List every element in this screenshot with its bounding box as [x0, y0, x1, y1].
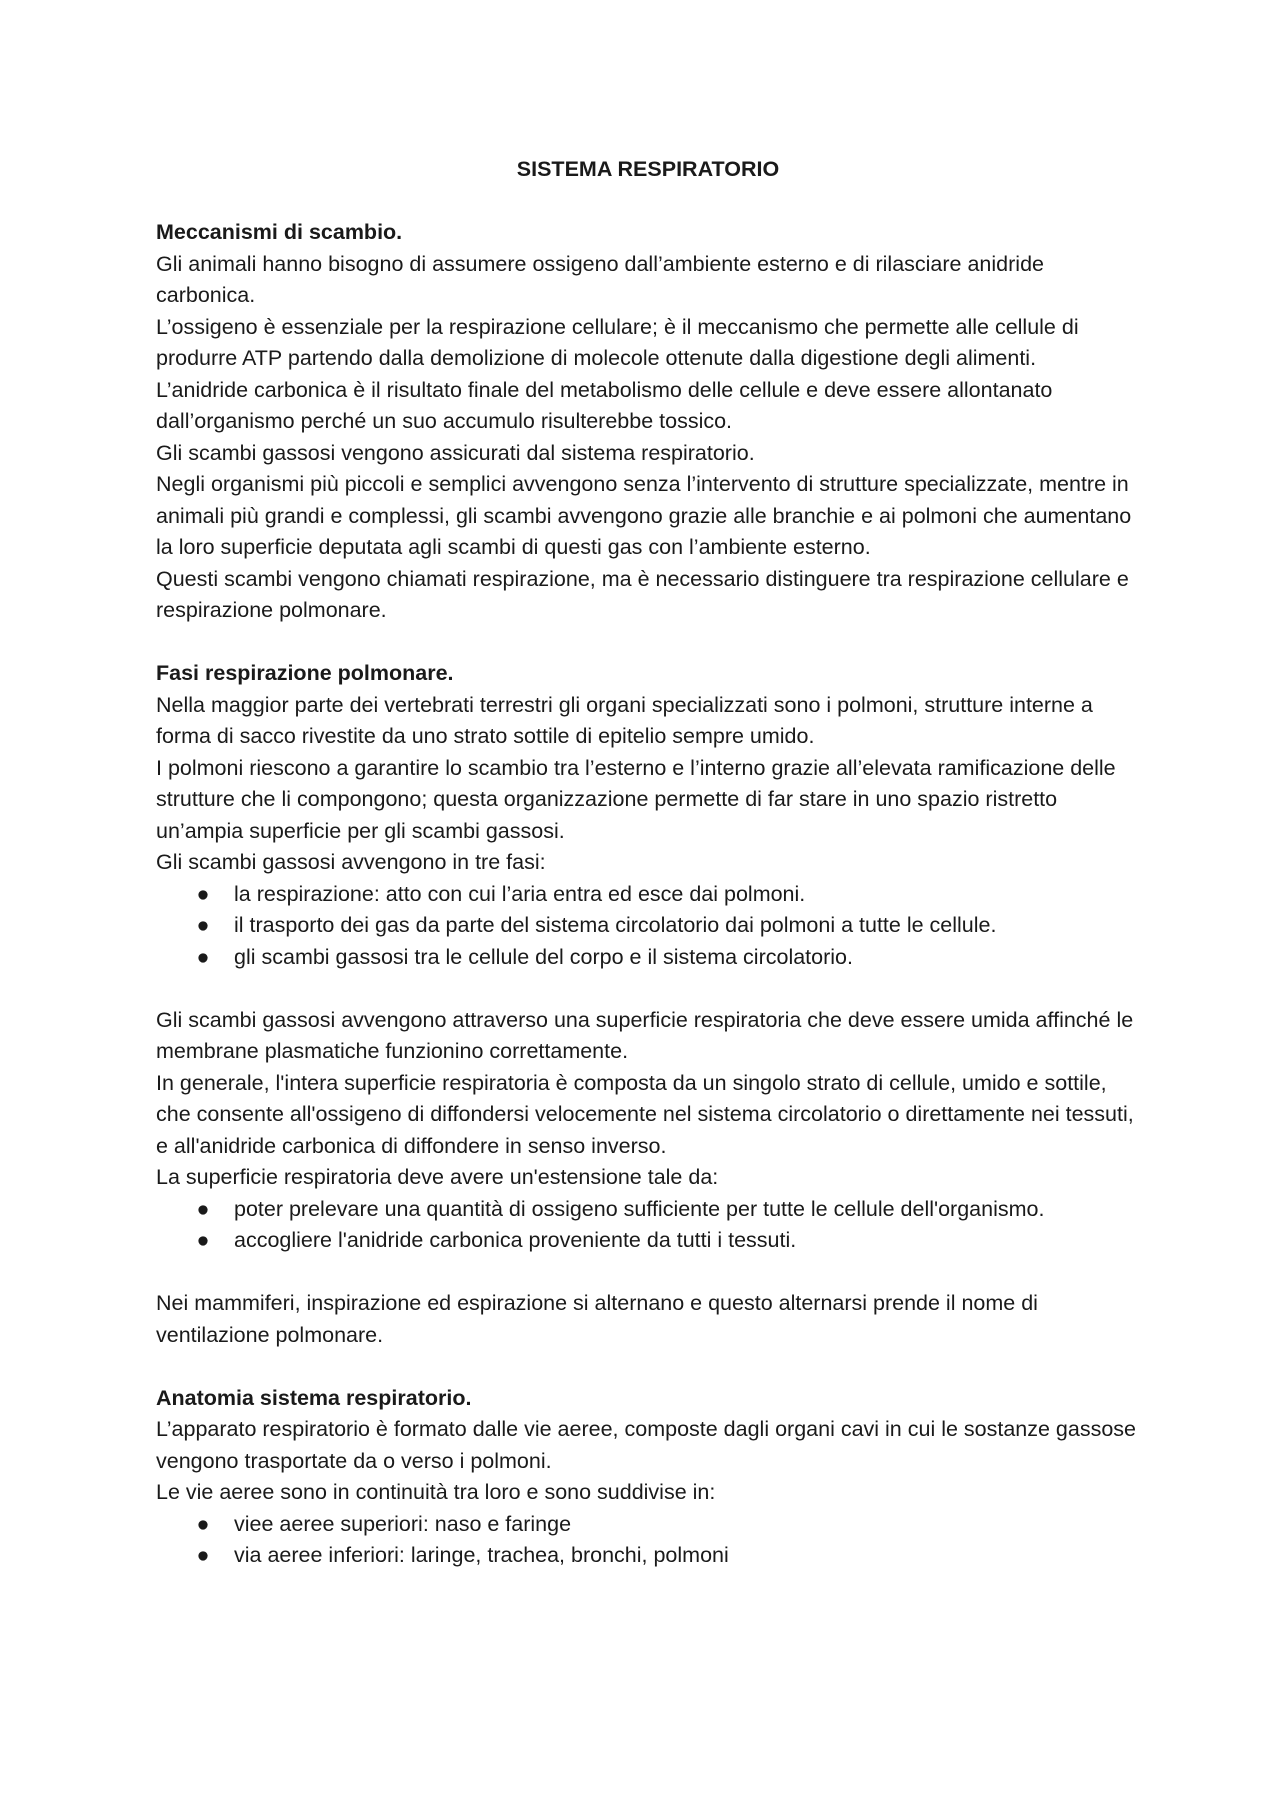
section-meccanismi-di-scambio [156, 217, 1140, 627]
paragraph: Gli scambi gassosi avvengono attraverso una superficie respiratoria che deve essere umida affinché le membrane plasmatiche funzionino correttamente. [156, 1007, 1134, 1063]
list-item-text: la respirazione: atto con cui l’aria entra ed esce dai polmoni. [234, 881, 806, 906]
paragraph: Questi scambi vengono chiamati respirazione, ma è necessario distinguere tra respirazione cellulare e respirazione polmonare. [156, 566, 1129, 622]
bullet-icon: ● [196, 1228, 210, 1252]
page-title: SISTEMA RESPIRATORIO [516, 157, 780, 181]
bullet-icon: ● [196, 913, 210, 937]
section-fasi-respirazione-polmonare [156, 658, 1140, 1351]
bullet-icon: ● [196, 1511, 210, 1536]
bullet-list-vie-aeree [156, 1509, 1140, 1572]
section-heading: Meccanismi di scambio. [156, 220, 403, 244]
paragraph: La superficie respiratoria deve avere un'estensione tale da: [156, 1165, 719, 1189]
list-item-text: gli scambi gassosi tra le cellule del corpo e il sistema circolatorio. [234, 944, 853, 969]
paragraph: L’anidride carbonica è il risultato finale del metabolismo delle cellule e deve essere allontanato dall’organismo perché un suo accumulo risulterebbe tossico. [156, 377, 1053, 433]
paragraph: In generale, l'intera superficie respiratoria è composta da un singolo strato di cellule, umido e sottile, che consente all'ossigeno di diffondersi velocemente nel sistema circolatorio o direttamente nei tessuti, e all'anidride carbonica di diffondere in senso inverso. [156, 1070, 1134, 1158]
paragraph: Gli scambi gassosi avvengono in tre fasi: [156, 850, 546, 874]
list-item [156, 1194, 1140, 1226]
list-item [156, 942, 1140, 974]
paragraph: Nella maggior parte dei vertebrati terrestri gli organi specializzati sono i polmoni, strutture interne a forma di sacco rivestite da uno strato sottile di epitelio sempre umido. [156, 692, 1093, 748]
bullet-icon: ● [196, 944, 210, 969]
list-item-text: accogliere l'anidride carbonica proveniente da tutti i tessuti. [234, 1228, 797, 1252]
bullet-icon: ● [196, 881, 210, 906]
list-item [156, 1509, 1140, 1541]
list-item-text: il trasporto dei gas da parte del sistema circolatorio dai polmoni a tutte le cellule. [234, 913, 997, 937]
list-item-text: poter prelevare una quantità di ossigeno sufficiente per tutte le cellule dell'organismo. [234, 1196, 1045, 1221]
paragraph: Gli scambi gassosi vengono assicurati dal sistema respiratorio. [156, 440, 755, 465]
paragraph-spacer [156, 1257, 1140, 1289]
list-item [156, 879, 1140, 911]
list-item-text: viee aeree superiori: naso e faringe [234, 1511, 572, 1536]
section-heading: Fasi respirazione polmonare. [156, 661, 454, 685]
paragraph-spacer [156, 973, 1140, 1005]
paragraph: I polmoni riescono a garantire lo scambio tra l’esterno e l’interno grazie all’elevata ramificazione delle strutture che li compongono; questa organizzazione permette di far stare in uno spazio ristretto un’ampia superficie per gli scambi gassosi. [156, 755, 1116, 843]
paragraph: Le vie aeree sono in continuità tra loro e sono suddivise in: [156, 1480, 716, 1504]
bullet-icon: ● [196, 1543, 210, 1567]
document-body [156, 154, 1140, 1572]
paragraph: Gli animali hanno bisogno di assumere ossigeno dall’ambiente esterno e di rilasciare anidride carbonica. [156, 251, 1044, 307]
bullet-list-fasi [156, 879, 1140, 974]
paragraph: L’ossigeno è essenziale per la respirazione cellulare; è il meccanismo che permette alle cellule di produrre ATP partendo dalla demolizione di molecole ottenute dalla digestione degli alimenti. [156, 314, 1079, 370]
section-heading: Anatomia sistema respiratorio. [156, 1385, 472, 1410]
paragraph: L’apparato respiratorio è formato dalle vie aeree, composte dagli organi cavi in cui le sostanze gassose vengono trasportate da o verso i polmoni. [156, 1417, 1137, 1473]
bullet-list-superficie [156, 1194, 1140, 1257]
list-item [156, 1225, 1140, 1257]
paragraph: Negli organismi più piccoli e semplici avvengono senza l’intervento di strutture specializzate, mentre in animali più grandi e complessi, gli scambi avvengono grazie alle branchie e ai polmoni che aumentano la loro superficie deputata agli scambi di questi gas con l’ambiente esterno. [156, 472, 1132, 559]
list-item [156, 1540, 1140, 1572]
paragraph: Nei mammiferi, inspirazione ed espirazione si alternano e questo alternarsi prende il nome di ventilazione polmonare. [156, 1291, 1038, 1347]
bullet-icon: ● [196, 1196, 210, 1221]
list-item-text: via aeree inferiori: laringe, trachea, bronchi, polmoni [234, 1543, 729, 1567]
section-anatomia-sistema-respiratorio [156, 1383, 1140, 1572]
list-item [156, 910, 1140, 942]
